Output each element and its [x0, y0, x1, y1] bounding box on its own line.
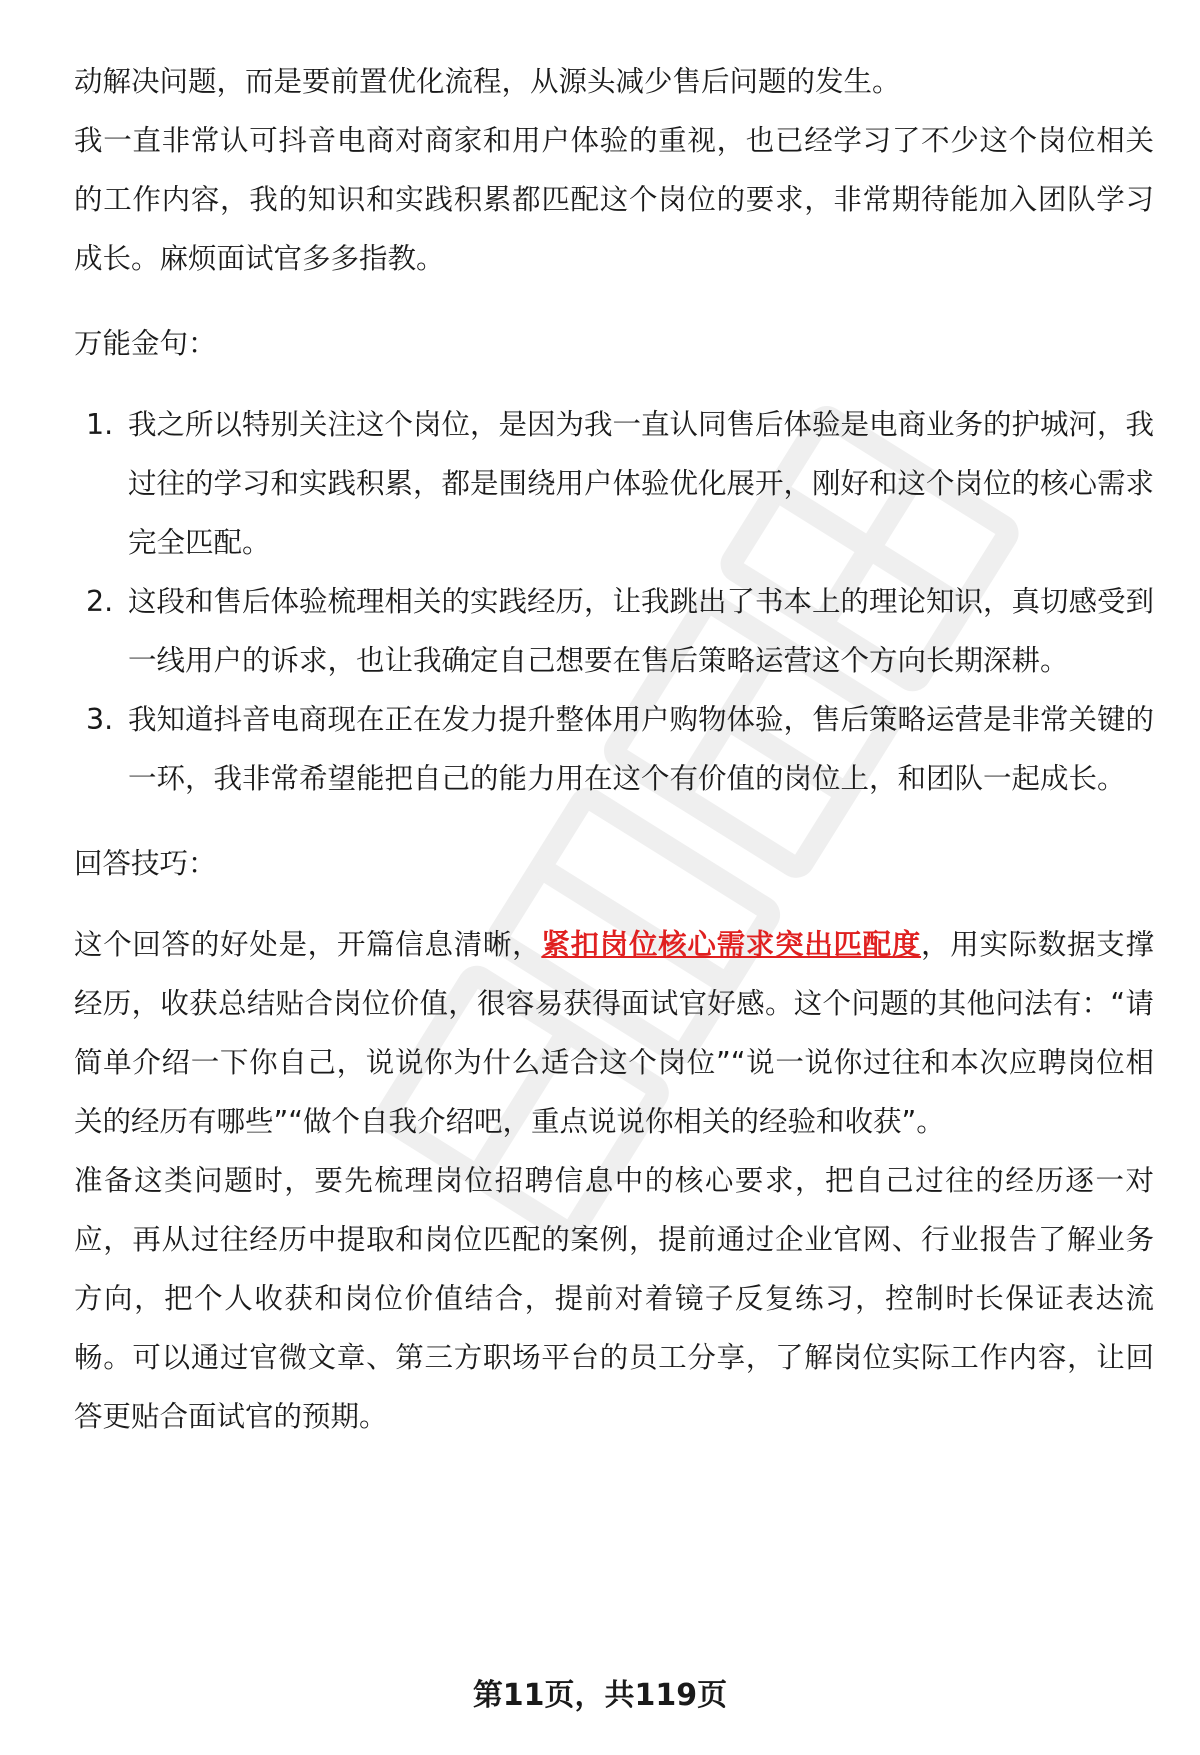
intro-paragraph: 我一直非常认可抖音电商对商家和用户体验的重视，也已经学习了不少这个岗位相关的工作内容，我的知识和实践积累都匹配这个岗位的要求，非常期待能加入团队学习成长。麻烦面试官多多指教。: [74, 124, 1154, 275]
list-item-text: 我知道抖音电商现在正在发力提升整体用户购物体验，售后策略运营是非常关键的一环，我非常希望能把自己的能力用在这个有价值的岗位上，和团队一起成长。: [128, 703, 1155, 795]
tips-paragraph-1: [74, 915, 1154, 1151]
intro-continuation-line: 动解决问题，而是要前置优化流程，从源头减少售后问题的发生。: [74, 65, 901, 98]
page-number-footer: 第11页，共119页: [472, 1678, 728, 1713]
tips-paragraph-2: 准备这类问题时，要先梳理岗位招聘信息中的核心要求，把自己过往的经历逐一对应，再从过往经历中提取和岗位匹配的案例，提前通过企业官网、行业报告了解业务方向，把个人收获和岗位价值结合，提前对着镜子反复练习，控制时长保证表达流畅。可以通过官微文章、第三方职场平台的员工分享，了解岗位实际工作内容，让回答更贴合面试官的预期。: [74, 1164, 1154, 1433]
list-item-text: 这段和售后体验梳理相关的实践经历，让我跳出了书本上的理论知识，真切感受到一线用户的诉求，也让我确定自己想要在售后策略运营这个方向长期深耕。: [128, 585, 1155, 677]
list-item: [74, 690, 1154, 808]
list-item-number: 1.: [86, 408, 114, 441]
golden-sentences-heading: 万能金句：: [74, 327, 217, 360]
tips-text-after: ，用实际数据支撑经历，收获总结贴合岗位价值，很容易获得面试官好感。这个问题的其他问法有：“请简单介绍一下你自己，说说你为什么适合这个岗位”“说一说你过往和本次应聘岗位相关的经历有哪些”“做个自我介绍吧，重点说说你相关的经验和收获”。: [74, 928, 1154, 1138]
list-item-number: 3.: [86, 703, 114, 736]
golden-sentences-list: [74, 395, 1154, 808]
page-content: [74, 52, 1154, 1446]
highlighted-key-phrase: 紧扣岗位核心需求突出匹配度: [541, 928, 922, 961]
answer-tips-heading: 回答技巧：: [74, 847, 217, 880]
list-item-text: 我之所以特别关注这个岗位，是因为我一直认同售后体验是电商业务的护城河，我过往的学习和实践积累，都是围绕用户体验优化展开，刚好和这个岗位的核心需求完全匹配。: [128, 408, 1155, 559]
list-item-number: 2.: [86, 585, 114, 618]
list-item: [74, 572, 1154, 690]
list-item: [74, 395, 1154, 572]
tips-text-before: 这个回答的好处是，开篇信息清晰，: [74, 928, 542, 961]
